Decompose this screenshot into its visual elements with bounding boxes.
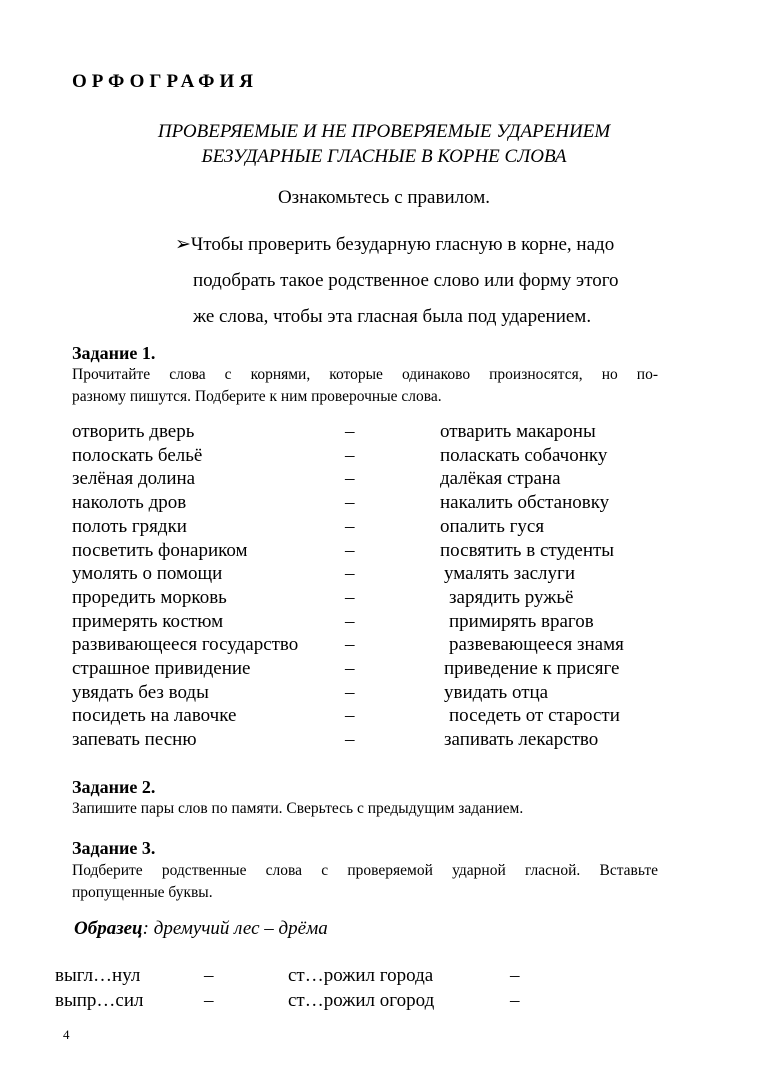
task-3-title: Задание 3. xyxy=(72,838,156,858)
task-1-instructions-line-2: разному пишутся. Подберите к ним проверочные слова. xyxy=(72,388,442,405)
pair-left-word: отворить дверь xyxy=(72,421,195,442)
rule-text: Чтобы проверить безударную гласную в корне, надо xyxy=(190,234,615,255)
section-title: ОРФОГРАФИЯ xyxy=(72,71,258,92)
pair-left-word: посветить фонариком xyxy=(72,540,248,561)
pair-dash: – xyxy=(345,540,355,561)
pair-left-word: запевать песню xyxy=(72,729,197,750)
intro-text: Ознакомьтесь с правилом. xyxy=(277,187,491,208)
pair-right-word: увидать отца xyxy=(444,682,549,703)
pair-right-word: зарядить ружьё xyxy=(449,587,574,608)
pair-dash: – xyxy=(345,468,355,489)
topic-title-line-1: ПРОВЕРЯЕМЫЕ И НЕ ПРОВЕРЯЕМЫЕ УДАРЕНИЕМ xyxy=(157,121,611,142)
pair-right-word: примирять врагов xyxy=(449,611,594,632)
pair-right-word: развевающееся знамя xyxy=(449,634,624,655)
pair-dash: – xyxy=(345,587,355,608)
pair-dash: – xyxy=(345,563,355,584)
pair-right-word: далёкая страна xyxy=(440,468,561,489)
pair-left-word: развивающееся государство xyxy=(72,634,299,655)
pair-dash: – xyxy=(345,634,355,655)
exercise-2-dash-1: – xyxy=(204,990,214,1011)
rule-line-1 xyxy=(175,233,614,256)
pair-left-word: полоть грядки xyxy=(72,516,187,537)
topic-title-line-2: БЕЗУДАРНЫЕ ГЛАСНЫЕ В КОРНЕ СЛОВА xyxy=(201,146,567,167)
exercise-2-dash-2: – xyxy=(510,990,520,1011)
exercise-2-word-a: выпр…сил xyxy=(55,990,144,1011)
rule-line-2: подобрать такое родственное слово или форму этого xyxy=(193,270,619,291)
sample-text: : дремучий лес – дрёма xyxy=(142,918,328,939)
pair-dash: – xyxy=(345,516,355,537)
pair-dash: – xyxy=(345,445,355,466)
exercise-1-dash-1: – xyxy=(204,965,214,986)
pair-left-word: увядать без воды xyxy=(72,682,209,703)
pair-left-word: зелёная долина xyxy=(72,468,196,489)
exercise-1-word-a: выгл…нул xyxy=(55,965,141,986)
pair-left-word: умолять о помощи xyxy=(72,563,223,584)
exercise-1-word-b: ст…рожил города xyxy=(288,965,434,986)
pair-dash: – xyxy=(345,658,355,679)
sample-example xyxy=(74,918,328,940)
pair-right-word: поседеть от старости xyxy=(449,705,620,726)
pair-right-word: посвятить в студенты xyxy=(440,540,615,561)
exercise-2-word-b: ст…рожил огород xyxy=(288,990,435,1011)
task-1-instructions-line-1: Прочитайте слова с корнями, которые одинаково произносятся, но по- xyxy=(72,366,658,383)
pair-left-word: наколоть дров xyxy=(72,492,187,513)
pair-right-word: накалить обстановку xyxy=(440,492,610,513)
pair-left-word: полоскать бельё xyxy=(72,445,203,466)
pair-left-word: посидеть на лавочке xyxy=(72,705,237,726)
pair-right-word: поласкать собачонку xyxy=(440,445,608,466)
pair-dash: – xyxy=(345,682,355,703)
pair-right-word: опалить гуся xyxy=(440,516,545,537)
task-3-instructions-line-2: пропущенные буквы. xyxy=(72,884,213,901)
pair-right-word: запивать лекарство xyxy=(444,729,599,750)
pair-right-word: отварить макароны xyxy=(440,421,596,442)
exercise-1-dash-2: – xyxy=(510,965,520,986)
pair-left-word: примерять костюм xyxy=(72,611,224,632)
task-3-instructions-line-1: Подберите родственные слова с проверяемой ударной гласной. Вставьте xyxy=(72,862,658,879)
pair-dash: – xyxy=(345,705,355,726)
task-2-title: Задание 2. xyxy=(72,777,156,797)
arrow-bullet-icon: ➢ xyxy=(175,234,191,255)
pair-dash: – xyxy=(345,492,355,513)
pair-dash: – xyxy=(345,421,355,442)
pair-dash: – xyxy=(345,729,355,750)
pair-left-word: страшное привидение xyxy=(72,658,251,679)
page-number: 4 xyxy=(63,1027,70,1042)
task-2-instructions: Запишите пары слов по памяти. Сверьтесь с предыдущим заданием. xyxy=(72,800,524,817)
pair-right-word: умалять заслуги xyxy=(444,563,575,584)
sample-label: Образец xyxy=(74,918,143,939)
rule-line-3: же слова, чтобы эта гласная была под ударением. xyxy=(193,306,592,327)
pair-right-word: приведение к присяге xyxy=(444,658,620,679)
pair-dash: – xyxy=(345,611,355,632)
task-1-title: Задание 1. xyxy=(72,343,156,363)
pair-left-word: проредить морковь xyxy=(72,587,227,608)
